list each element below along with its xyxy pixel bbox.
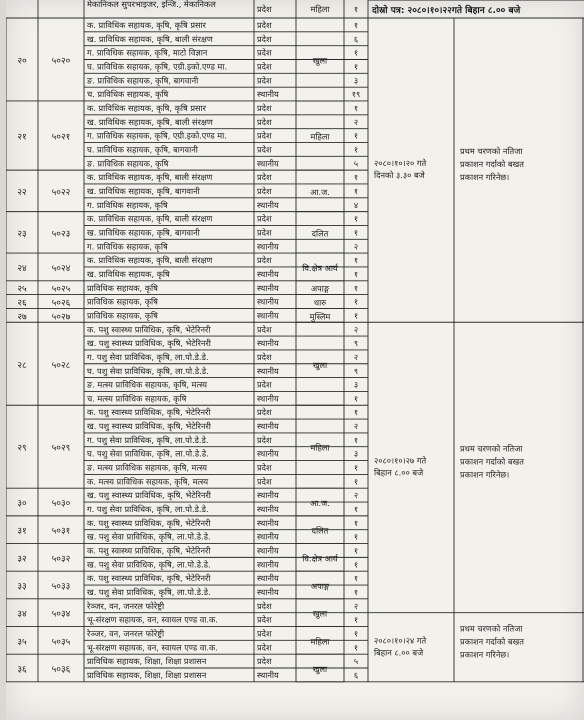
candidate-group: अपाङ्ग (310, 581, 330, 592)
exam-schedule: २०८०।१०।२४ गते बिहान ८.०० बजे (374, 635, 427, 658)
exam-schedule: २०८०।१०।२० गते दिनको ३.३० बजे (374, 158, 427, 181)
post-count: १ (353, 642, 359, 653)
post-count: १ (353, 531, 359, 542)
serial-number: २६ (17, 298, 27, 309)
post-count: १ (353, 559, 359, 570)
post-count: ६ (353, 670, 359, 681)
post-name: ग. पशु सेवा प्राविधिक, कृषि, ला.पो.डे.डे. (87, 434, 209, 445)
advertisement-code: ५०२१ (51, 132, 71, 143)
candidate-group: आ.ज. (310, 498, 330, 509)
post-count: १ (353, 255, 359, 266)
post-name: प्राविधिक सहायक, कृषि (87, 310, 158, 321)
advertisement-code: ५०३६ (51, 665, 71, 676)
advertisement-code: ५०२३ (51, 229, 71, 240)
candidate-group: मुस्लिम (309, 311, 331, 322)
post-name: क. प्राविधिक सहायक, कृषि, कृषि प्रसार (87, 20, 206, 30)
post-level: स्थानीय (257, 448, 279, 459)
post-count: १ (353, 476, 359, 487)
top-row-group: महिला (310, 4, 330, 14)
post-name: क. प्राविधिक सहायक, कृषि, बाली संरक्षण (87, 255, 213, 266)
post-count: १ (353, 434, 359, 445)
post-name: ख. पशु स्वास्थ्य प्राविधिक, कृषि, भेटेरिनरी (87, 338, 211, 349)
post-name: रेञ्जर, वन, जनरल फोरेष्ट्री (87, 600, 165, 611)
serial-number: ३५ (17, 637, 27, 648)
post-name: ख. पशु सेवा प्राविधिक, कृषि, ला.पो.डे.डे. (87, 587, 211, 598)
result-note: प्रथम चरणको नतिजा प्रकाशन गर्दाको बखत प्रकाशन गरिनेछ। (460, 146, 524, 183)
candidate-group: वि.क्षेत्र आर्य (302, 553, 338, 564)
post-level: स्थानीय (257, 310, 279, 321)
post-name: क. पशु स्वास्थ्य प्राविधिक, कृषि, भेटेरिनरी (87, 573, 211, 584)
header-bar-text: दोस्रो पत्र: २०८०।१०।२२गते बिहान ८.०० बजे (372, 6, 521, 16)
post-count: २ (353, 600, 359, 611)
post-level: स्थानीय (257, 365, 279, 376)
post-count: ४ (353, 199, 359, 210)
post-count: ९ (353, 338, 359, 349)
post-level: स्थानीय (257, 670, 279, 681)
post-count: १ (353, 587, 359, 598)
post-level: प्रदेश (257, 614, 272, 625)
post-level: प्रदेश (257, 351, 272, 362)
advertisement-code: ५०३३ (51, 582, 71, 593)
post-name: घ. पशु सेवा प्राविधिक, कृषि, ला.पो.डे.डे. (87, 448, 209, 459)
post-level: प्रदेश (257, 75, 272, 86)
advertisement-code: ५०२२ (51, 187, 71, 198)
post-count: १ (353, 102, 359, 113)
post-name: ख. प्राविधिक सहायक, कृषि (87, 268, 170, 279)
post-count: १ (353, 407, 359, 418)
advertisement-code: ५०३४ (51, 609, 71, 620)
post-level: प्रदेश (257, 130, 272, 141)
post-level: स्थानीय (257, 393, 279, 404)
post-name: ख. पशु स्वास्थ्य प्राविधिक, कृषि, भेटेरिनरी (87, 490, 211, 501)
serial-number: २२ (17, 187, 27, 198)
post-level: प्रदेश (257, 379, 272, 390)
post-count: ६ (353, 33, 359, 44)
post-name: क. पशु स्वास्थ्य प्राविधिक, कृषि, भेटेरिनरी (87, 545, 211, 556)
candidate-group: दलित (311, 525, 329, 536)
advertisement-code: ५०२७ (51, 312, 71, 323)
post-count: १ (353, 47, 359, 58)
post-count: २ (353, 490, 359, 501)
post-count: ३ (353, 379, 359, 390)
post-name: क. प्राविधिक सहायक, कृषि, बाली संरक्षण (87, 172, 213, 183)
post-level: स्थानीय (257, 158, 279, 169)
post-name: ख. प्राविधिक सहायक, कृषि, बाली संरक्षण (87, 33, 213, 44)
post-level: स्थानीय (257, 282, 279, 293)
candidate-group: वि.क्षेत्र आर्य (302, 262, 338, 273)
post-count: १ (353, 282, 359, 293)
advertisement-code: ५०२९ (51, 443, 71, 454)
post-name: च. मत्स्य प्राविधिक सहायक, कृषि (87, 393, 187, 404)
post-name: घ. प्राविधिक सहायक, कृषि, बागवानी (87, 144, 198, 155)
candidate-group: अपाङ्ग (310, 283, 330, 294)
top-row-count: १ (353, 4, 359, 14)
recruitment-schedule-table (6, 0, 584, 720)
top-row-post: मेकानिकल सुपरभाइजर, इन्जि., मेकानिकल (87, 0, 216, 9)
post-count: १ (353, 185, 359, 196)
top-row-level: प्रदेश (257, 4, 272, 14)
post-count: २ (353, 324, 359, 335)
post-name: ग. पशु सेवा प्राविधिक, कृषि, ला.पो.डे.डे. (87, 504, 209, 515)
post-name: ख. प्राविधिक सहायक, कृषि, बागवानी (87, 185, 200, 196)
post-level: प्रदेश (257, 324, 272, 335)
candidate-group: खुला (312, 55, 328, 66)
candidate-group: दलित (311, 228, 329, 239)
post-level: स्थानीय (257, 421, 279, 432)
post-level: प्रदेश (257, 213, 272, 224)
post-name: ग. पशु सेवा प्राविधिक, कृषि, ला.पो.डे.डे. (87, 351, 209, 362)
post-name: भू-संरक्षण सहायक, वन, स्वायल एण्ड वा.क. (87, 614, 218, 625)
advertisement-code: ५०२० (51, 56, 71, 67)
post-count: १ (353, 573, 359, 584)
document-page (6, 0, 584, 720)
post-name: ङ. प्राविधिक सहायक, कृषि (87, 158, 169, 169)
post-level: स्थानीय (257, 490, 279, 501)
serial-number: २७ (17, 312, 27, 323)
post-name: प्राविधिक सहायक, शिक्षा, शिक्षा प्रशासन (87, 656, 207, 667)
advertisement-code: ५०२८ (51, 360, 71, 371)
serial-number: ३४ (17, 609, 27, 620)
post-name: क. पशु स्वास्थ्य प्राविधिक, कृषि, भेटेरिनरी (87, 517, 211, 528)
post-name: प्राविधिक सहायक, शिक्षा, शिक्षा प्रशासन (87, 670, 207, 681)
post-count: २ (353, 421, 359, 432)
serial-number: २४ (17, 263, 27, 274)
post-level: प्रदेश (257, 462, 272, 473)
post-name: च. प्राविधिक सहायक, कृषि (87, 89, 169, 100)
post-level: प्रदेश (257, 20, 272, 30)
post-count: १ (353, 130, 359, 141)
post-level: प्रदेश (257, 172, 272, 183)
post-name: भू-संरक्षण सहायक, वन, स्वायल एण्ड वा.क. (87, 642, 218, 653)
post-level: प्रदेश (257, 47, 272, 58)
post-level: प्रदेश (257, 33, 272, 44)
advertisement-code: ५०३० (51, 499, 71, 510)
advertisement-code: ५०२५ (51, 284, 71, 295)
post-count: १ (353, 545, 359, 556)
post-count: ५ (353, 158, 359, 169)
post-level: स्थानीय (257, 268, 279, 279)
post-name: क. मत्स्य प्राविधिक सहायक, कृषि, मत्स्य (87, 476, 209, 487)
post-count: २ (353, 351, 359, 362)
serial-number: २१ (17, 132, 27, 143)
post-name: क. प्राविधिक सहायक, कृषि, कृषि प्रसार (87, 102, 206, 113)
candidate-group: खुला (312, 608, 328, 619)
post-count: ३ (353, 448, 359, 459)
serial-number: २८ (17, 360, 27, 371)
post-count: १ (353, 61, 359, 72)
post-level: स्थानीय (257, 531, 279, 542)
post-level: प्रदेश (257, 628, 272, 639)
post-name: ख. प्राविधिक सहायक, कृषि, बाली संरक्षण (87, 116, 213, 127)
post-count: १ (353, 213, 359, 224)
serial-number: ३० (17, 499, 27, 510)
candidate-group: खुला (312, 664, 328, 675)
candidate-group: महिला (310, 131, 330, 142)
post-name: घ. प्राविधिक सहायक, कृषि, एग्री.इको.एण्ड मा. (87, 61, 228, 72)
post-count: १ (353, 614, 359, 625)
post-name: ग. प्राविधिक सहायक, कृषि, एग्री.इको.एण्ड मा. (87, 130, 227, 141)
result-note: प्रथम चरणको नतिजा प्रकाशन गर्दाको बखत प्रकाशन गरिनेछ। (460, 443, 524, 480)
post-level: प्रदेश (257, 116, 272, 127)
post-name: प्राविधिक सहायक, कृषि (87, 296, 158, 307)
result-note: प्रथम चरणको नतिजा प्रकाशन गर्दाको बखत प्रकाशन गरिनेछ। (460, 623, 524, 660)
post-name: ग. प्राविधिक सहायक, कृषि (87, 241, 168, 252)
candidate-group: थारु (313, 297, 327, 308)
post-level: स्थानीय (257, 517, 279, 528)
post-count: १ (353, 172, 359, 183)
post-level: स्थानीय (257, 338, 279, 349)
post-count: २ (353, 116, 359, 127)
advertisement-code: ५०३२ (51, 554, 71, 565)
post-count: १ (353, 393, 359, 404)
post-count: १ (353, 227, 359, 238)
post-count: ९ (353, 365, 359, 376)
post-name: क. प्राविधिक सहायक, कृषि, बाली संरक्षण (87, 213, 213, 224)
post-level: प्रदेश (257, 255, 272, 266)
post-level: प्रदेश (257, 600, 272, 611)
exam-schedule: २०८०।१०।२७ गते बिहान ८.०० बजे (374, 455, 427, 478)
post-level: प्रदेश (257, 476, 272, 487)
post-level: स्थानीय (257, 504, 279, 515)
post-name: ख. पशु सेवा प्राविधिक, कृषि, ला.पो.डे.डे. (87, 531, 211, 542)
post-name: ङ. प्राविधिक सहायक, कृषि, बागवानी (87, 75, 199, 86)
post-name: क. पशु स्वास्थ्य प्राविधिक, कृषि, भेटेरिनरी (87, 324, 211, 335)
post-count: १ (353, 296, 359, 307)
post-name: क. पशु स्वास्थ्य प्राविधिक, कृषि, भेटेरिनरी (87, 407, 211, 418)
serial-number: २३ (17, 229, 27, 240)
post-count: १ (353, 20, 359, 30)
post-count: २ (353, 241, 359, 252)
serial-number: ३६ (17, 665, 27, 676)
post-level: स्थानीय (257, 89, 279, 100)
post-name: प्राविधिक सहायक, कृषि (87, 282, 158, 293)
candidate-group: खुला (312, 359, 328, 370)
post-count: १ (353, 310, 359, 321)
post-level: स्थानीय (257, 241, 279, 252)
advertisement-code: ५०३५ (51, 637, 71, 648)
post-name: घ. पशु सेवा प्राविधिक, कृषि, ला.पो.डे.डे. (87, 365, 209, 376)
serial-number: २९ (17, 443, 27, 454)
post-count: १ (353, 517, 359, 528)
post-name: ख. पशु स्वास्थ्य प्राविधिक, कृषि, भेटेरिनरी (87, 421, 211, 432)
post-count: ३ (353, 75, 359, 86)
post-name: रेञ्जर, वन, जनरल फोरेष्ट्री (87, 628, 165, 639)
post-level: स्थानीय (257, 199, 279, 210)
post-level: प्रदेश (257, 407, 272, 418)
post-count: १ (353, 268, 359, 279)
post-name: ख. पशु सेवा प्राविधिक, कृषि, ला.पो.डे.डे. (87, 559, 211, 570)
post-count: १९ (351, 89, 361, 100)
serial-number: २० (17, 56, 27, 67)
serial-number: २५ (17, 284, 27, 295)
post-count: १ (353, 462, 359, 473)
serial-number: ३२ (17, 554, 27, 565)
advertisement-code: ५०३१ (51, 526, 71, 537)
post-level: प्रदेश (257, 642, 272, 653)
candidate-group: महिला (310, 636, 330, 647)
post-level: प्रदेश (257, 61, 272, 72)
post-name: ग. प्राविधिक सहायक, कृषि (87, 199, 168, 210)
advertisement-code: ५०२६ (51, 298, 71, 309)
post-level: प्रदेश (257, 656, 272, 667)
post-level: प्रदेश (257, 144, 272, 155)
post-count: ५ (353, 656, 359, 667)
post-name: ख. प्राविधिक सहायक, कृषि, बागवानी (87, 227, 200, 238)
post-level: प्रदेश (257, 434, 272, 445)
post-count: १ (353, 628, 359, 639)
post-level: स्थानीय (257, 559, 279, 570)
serial-number: ३३ (17, 582, 27, 593)
post-level: प्रदेश (257, 102, 272, 113)
post-level: प्रदेश (257, 185, 272, 196)
post-count: १ (353, 504, 359, 515)
post-level: स्थानीय (257, 296, 279, 307)
candidate-group: आ.ज. (310, 186, 330, 197)
post-level: स्थानीय (257, 587, 279, 598)
post-name: ग. प्राविधिक सहायक, कृषि, माटो विज्ञान (87, 47, 208, 58)
candidate-group: महिला (310, 442, 330, 453)
post-level: स्थानीय (257, 545, 279, 556)
serial-number: ३१ (17, 526, 27, 537)
post-count: १ (353, 144, 359, 155)
post-level: स्थानीय (257, 573, 279, 584)
post-level: प्रदेश (257, 227, 272, 238)
post-name: ङ. मत्स्य प्राविधिक सहायक, कृषि, मत्स्य (87, 462, 208, 473)
post-name: ङ. मत्स्य प्राविधिक सहायक, कृषि, मत्स्य (87, 379, 208, 390)
advertisement-code: ५०२४ (51, 263, 71, 274)
